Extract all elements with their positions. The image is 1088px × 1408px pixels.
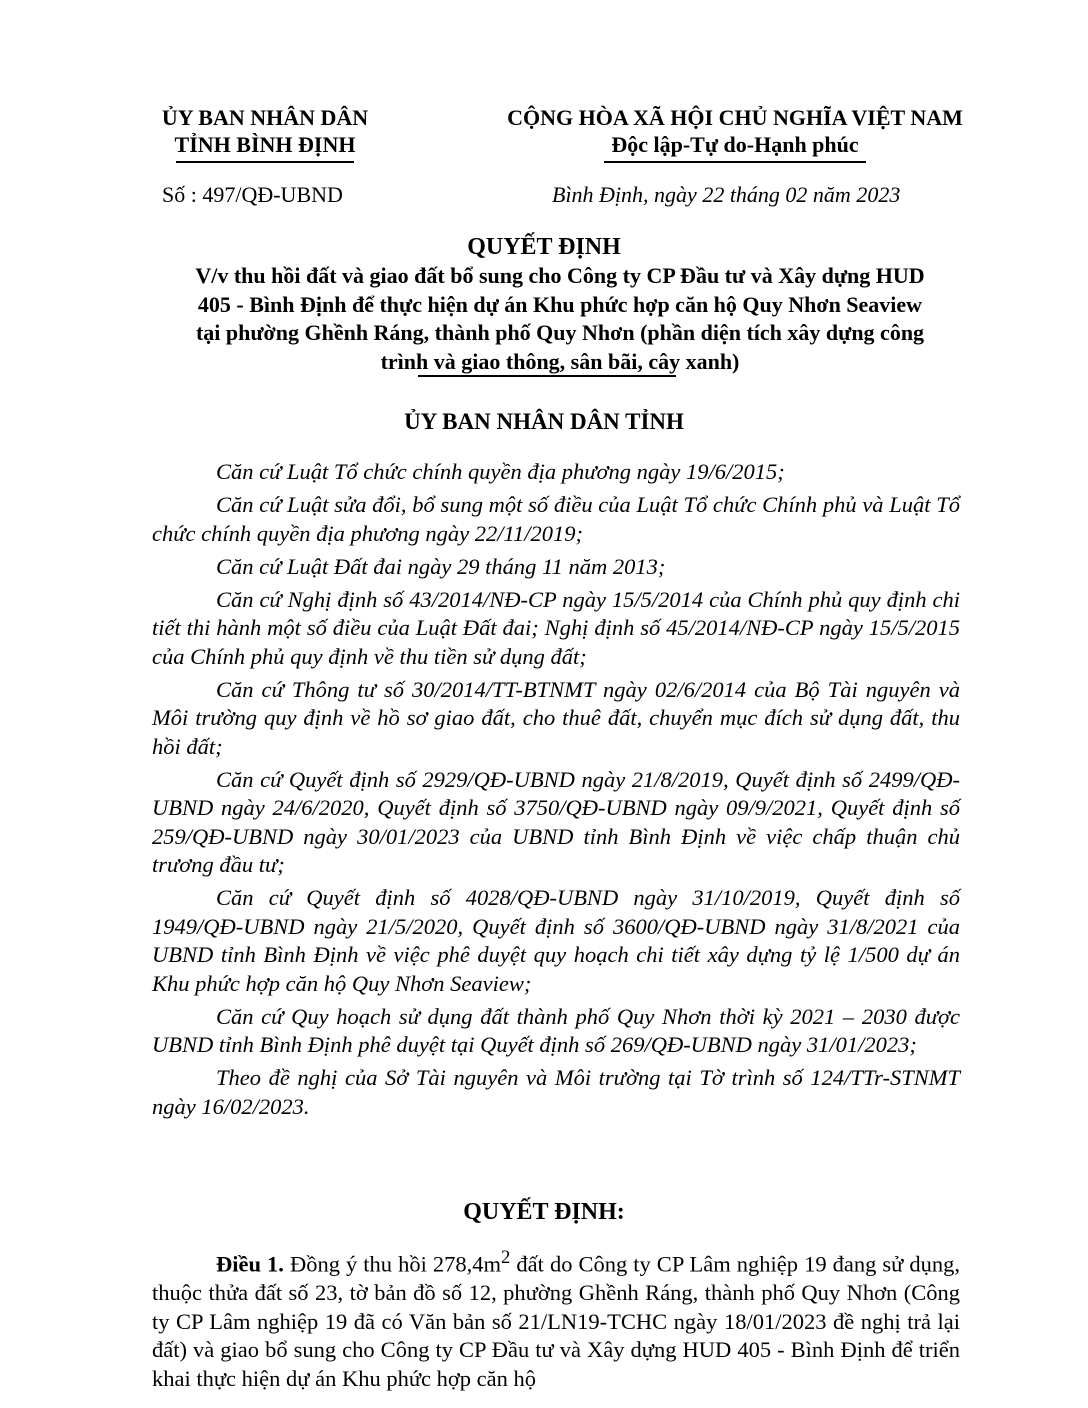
motto-underline bbox=[604, 161, 866, 163]
national-title bbox=[480, 104, 990, 163]
document-number: Số : 497/QĐ-UBND bbox=[162, 182, 343, 207]
decision-heading: QUYẾT ĐỊNH: bbox=[463, 1199, 625, 1225]
document-subject bbox=[150, 262, 970, 376]
issuing-authority bbox=[120, 104, 410, 163]
article-text: đất do Công ty CP Lâm nghiệp 19 đang sử dụng, thuộc thửa đất số 23, tờ bản đồ số 12, phường Ghềnh Ráng, thành phố Quy Nhơn (Công ty CP Lâm nghiệp 19 đã có Văn bản số 21/LN19-TCHC ngày 18/01/2023 đề nghị trả lại đất) và giao bổ sung cho Công ty CP Đầu tư và Xây dựng HUD 405 - Bình Định để triển khai thực hiện dự án Khu phức hợp căn hộ bbox=[152, 1251, 961, 1391]
country-line-2: Độc lập-Tự do-Hạnh phúc bbox=[611, 132, 859, 157]
area-unit-superscript: 2 bbox=[501, 1247, 511, 1268]
legal-basis: Căn cứ Quyết định số 2929/QĐ-UBND ngày 21/8/2019, Quyết định số 2499/QĐ-UBND ngày 24/6/2020, Quyết định số 3750/QĐ-UBND ngày 09/9/2021, Quyết định số 259/QĐ-UBND ngày 30/01/2023 của UBND tỉnh Bình Định về việc chấp thuận chủ trương đầu tư; bbox=[152, 766, 960, 877]
legal-basis: Căn cứ Luật Tổ chức chính quyền địa phương ngày 19/6/2015; bbox=[216, 459, 785, 484]
authority-line-1: ỦY BAN NHÂN DÂN bbox=[161, 105, 369, 130]
authority-line-2: TỈNH BÌNH ĐỊNH bbox=[174, 132, 356, 157]
country-line-1: CỘNG HÒA XÃ HỘI CHỦ NGHĨA VIỆT NAM bbox=[507, 105, 963, 130]
issuer-heading: ỦY BAN NHÂN DÂN TỈNH bbox=[404, 409, 684, 434]
legal-basis: Căn cứ Thông tư số 30/2014/TT-BTNMT ngày 02/6/2014 của Bộ Tài nguyên và Môi trường quy định về hồ sơ giao đất, cho thuê đất, chuyển mục đích sử dụng đất, thu hồi đất; bbox=[152, 676, 960, 759]
subject-line: tại phường Ghềnh Ráng, thành phố Quy Nhơn (phần diện tích xây dựng công bbox=[195, 320, 925, 345]
article-1 bbox=[152, 1244, 960, 1393]
document-title: QUYẾT ĐỊNH bbox=[467, 234, 621, 260]
legal-basis: Căn cứ Luật sửa đổi, bổ sung một số điều của Luật Tổ chức Chính phủ và Luật Tổ chức chính quyền địa phương ngày 22/11/2019; bbox=[152, 492, 960, 546]
subject-line: 405 - Bình Định để thực hiện dự án Khu phức hợp căn hộ Quy Nhơn Seaview bbox=[197, 291, 923, 317]
article-label: Điều 1. bbox=[216, 1251, 284, 1277]
document-date: Bình Định, ngày 22 tháng 02 năm 2023 bbox=[552, 182, 901, 207]
legal-basis: Theo đề nghị của Sở Tài nguyên và Môi trường tại Tờ trình số 124/TTr-STNMT ngày 16/02/2023. bbox=[152, 1065, 960, 1119]
article-text: Đồng ý thu hồi 278,4m bbox=[283, 1251, 501, 1277]
subject-line: V/v thu hồi đất và giao đất bổ sung cho Công ty CP Đầu tư và Xây dựng HUD bbox=[195, 263, 925, 288]
legal-basis: Căn cứ Luật Đất đai ngày 29 tháng 11 năm 2013; bbox=[216, 553, 666, 579]
legal-bases bbox=[152, 458, 960, 1126]
subject-underline bbox=[418, 375, 676, 377]
subject-line: trình và giao thông, sân bãi, cây xanh) bbox=[380, 348, 740, 374]
authority-underline bbox=[176, 161, 354, 163]
legal-basis: Căn cứ Nghị định số 43/2014/NĐ-CP ngày 15/5/2014 của Chính phủ quy định chi tiết thi hành một số điều của Luật Đất đai; Nghị định số 45/2014/NĐ-CP ngày 15/5/2015 của Chính phủ quy định về thu tiền sử dụng đất; bbox=[152, 586, 960, 669]
legal-basis: Căn cứ Quy hoạch sử dụng đất thành phố Quy Nhơn thời kỳ 2021 – 2030 được UBND tỉnh Bình Định phê duyệt tại Quyết định số 269/QĐ-UBND ngày 31/01/2023; bbox=[152, 1003, 960, 1057]
legal-basis: Căn cứ Quyết định số 4028/QĐ-UBND ngày 31/10/2019, Quyết định số 1949/QĐ-UBND ngày 21/5/2020, Quyết định số 3600/QĐ-UBND ngày 31/8/2021 của UBND tỉnh Bình Định về việc phê duyệt quy hoạch chi tiết xây dựng tỷ lệ 1/500 dự án Khu phức hợp căn hộ Quy Nhơn Seaview; bbox=[152, 885, 960, 996]
